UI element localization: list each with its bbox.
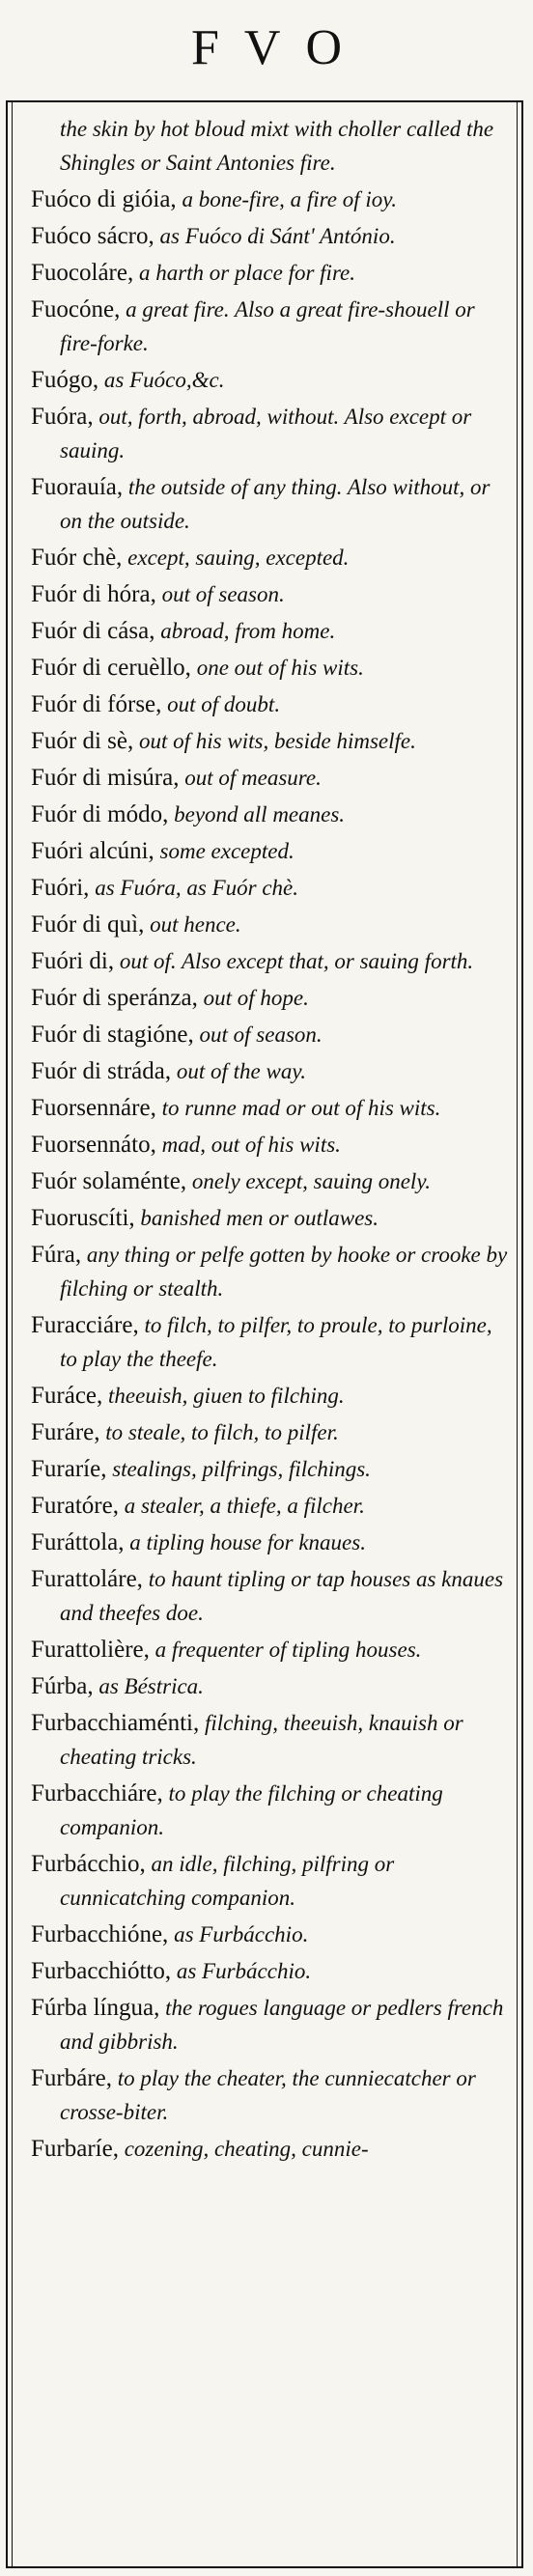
definition: any thing or pelfe gotten by hooke or crooke by filching or stealth. [60, 1243, 508, 1301]
headword: Fuóri alcúni, [31, 838, 154, 864]
headword: Fuorauía, [31, 474, 124, 500]
headword: Fuorsennáto, [31, 1132, 156, 1158]
dictionary-entry [27, 2132, 508, 2166]
definition: to haunt tipling or tap houses as knaues and theefes doe. [60, 1567, 504, 1625]
inner-rule-right [517, 102, 518, 2566]
definition: stealings, pilfrings, filchings. [106, 1457, 371, 1481]
definition: cozening, cheating, cunnie- [118, 2137, 369, 2161]
headword: Fúrba, [31, 1673, 94, 1699]
headword: Fuór di stagióne, [31, 1022, 194, 1048]
definition: the outside of any thing. Also without, or on the outside. [60, 475, 491, 533]
definition: the rogues language or pedlers french and gibbrish. [60, 1996, 504, 2054]
headword: Furbacchióne, [31, 1921, 169, 1947]
dictionary-entry [27, 944, 508, 978]
dictionary-entry [27, 1669, 508, 1703]
headword: Fuóri di, [31, 948, 115, 974]
definition: as Béstrica. [93, 1674, 204, 1698]
definition: out of measure. [179, 766, 322, 790]
definition: an idle, filching, pilfring or cunnicatching companion. [60, 1852, 395, 1910]
headword: Furáce, [31, 1383, 103, 1409]
inner-rule-left [12, 102, 13, 2566]
definition: to steale, to filch, to pilfer. [99, 1420, 339, 1444]
headword: Fúra, [31, 1242, 82, 1268]
definition: to play the filching or cheating companion. [60, 1781, 443, 1839]
definition: to runne mad or out of his wits. [155, 1096, 441, 1120]
headword: Fuocóne, [31, 296, 121, 322]
definition: to play the cheater, the cunniecatcher or crosse-biter. [60, 2066, 476, 2124]
dictionary-entry [27, 1128, 508, 1162]
headword: Furbacchiaménti, [31, 1710, 200, 1736]
definition: as Fuóco di Sánt' António. [154, 224, 396, 248]
definition: out of the way. [171, 1059, 307, 1083]
headword: Fuór di módo, [31, 801, 169, 827]
definition: beyond all meanes. [168, 802, 346, 826]
dictionary-entry [27, 614, 508, 648]
dictionary-entry [27, 256, 508, 290]
dictionary-entry [27, 1633, 508, 1666]
dictionary-entry [27, 363, 508, 397]
page-header [0, 0, 533, 97]
headword: Furattoláre, [31, 1566, 143, 1592]
definition: as Furbácchio. [168, 1922, 309, 1946]
definition: one out of his wits. [190, 656, 364, 680]
definition: out of season. [193, 1022, 323, 1047]
dictionary-entry [27, 1238, 508, 1305]
dictionary-entry [27, 1489, 508, 1523]
headword: Fuór di stráda, [31, 1058, 172, 1084]
definition: out of doubt. [161, 692, 281, 716]
definition: the skin by hot bloud mixt with choller called the Shingles or Saint Antonies fire. [60, 117, 494, 175]
entry-list [27, 112, 508, 2169]
headword: Fuóra, [31, 404, 94, 430]
dictionary-entry [27, 908, 508, 941]
dictionary-entry [27, 798, 508, 831]
definition: theeuish, giuen to filching. [102, 1384, 345, 1408]
definition: to filch, to pilfer, to proule, to purloine, to play the theefe. [60, 1313, 492, 1371]
headword: Fuór solaménte, [31, 1168, 187, 1194]
definition: out of his wits, beside himselfe. [133, 729, 416, 753]
dictionary-entry [27, 1201, 508, 1235]
dictionary-entry [27, 1777, 508, 1844]
headword: Fuór di fórse, [31, 691, 162, 717]
headword: Fuór di sè, [31, 728, 134, 754]
headword: Furbáre, [31, 2065, 112, 2091]
headword: Furbacchiáre, [31, 1780, 163, 1806]
headword: Fuór di hóra, [31, 581, 156, 607]
dictionary-entry [27, 1379, 508, 1413]
headword: Furatóre, [31, 1493, 119, 1519]
dictionary-entry [27, 981, 508, 1015]
definition: a bone-fire, a fire of ioy. [176, 187, 397, 211]
dictionary-entry [27, 182, 508, 216]
definition: as Fuóco,&c. [98, 368, 225, 392]
dictionary-entry [27, 1991, 508, 2058]
headword: Fuór chè, [31, 545, 123, 571]
headword: Fuoruscíti, [31, 1205, 135, 1231]
dictionary-entry [27, 834, 508, 868]
definition: out of. Also except that, or sauing forth. [114, 949, 474, 973]
definition: as Furbácchio. [171, 1959, 312, 1983]
dictionary-entry [27, 1415, 508, 1449]
headword: Fuór di speránza, [31, 985, 198, 1011]
dictionary-entry [27, 112, 508, 180]
dictionary-entry [27, 1706, 508, 1774]
headword: Furáttola, [31, 1529, 125, 1555]
dictionary-entry [27, 541, 508, 574]
dictionary-entry [27, 1091, 508, 1125]
headword: Furbácchio, [31, 1851, 146, 1877]
definition: except, sauing, excepted. [122, 546, 350, 570]
definition: abroad, from home. [154, 619, 336, 643]
definition: filching, theeuish, knauish or cheating tricks. [60, 1711, 463, 1769]
dictionary-entry [27, 1847, 508, 1915]
dictionary-entry [27, 687, 508, 721]
dictionary-entry [27, 1054, 508, 1088]
definition: banished men or outlawes. [134, 1206, 379, 1230]
headword: Furattolière, [31, 1637, 150, 1663]
definition: out of season. [155, 582, 285, 606]
headword: Fuóco sácro, [31, 223, 154, 249]
dictionary-entry [27, 1562, 508, 1630]
dictionary-entry [27, 1526, 508, 1559]
dictionary-entry [27, 1164, 508, 1198]
definition: as Fuóra, as Fuór chè. [89, 876, 299, 900]
definition: a stealer, a thiefe, a filcher. [118, 1494, 365, 1518]
headword: Fuór di ceruèllo, [31, 655, 191, 681]
definition: mad, out of his wits. [155, 1133, 341, 1157]
headword: Fúrba língua, [31, 1995, 160, 2021]
definition: out of hope. [197, 986, 309, 1010]
running-head: FVO [190, 20, 368, 75]
definition: onely except, sauing onely. [186, 1169, 432, 1193]
headword: Fuór di cása, [31, 618, 155, 644]
definition: a tipling house for knaues. [124, 1530, 366, 1554]
headword: Fuór di quì, [31, 911, 145, 938]
dictionary-entry [27, 219, 508, 253]
headword: Fuóco di gióia, [31, 186, 177, 212]
dictionary-entry [27, 1954, 508, 1988]
dictionary-entry [27, 1308, 508, 1376]
headword: Furbacchiótto, [31, 1958, 172, 1984]
dictionary-entry [27, 1918, 508, 1951]
dictionary-entry [27, 293, 508, 360]
definition: out, forth, abroad, without. Also except or sauing. [60, 405, 472, 462]
definition: a frequenter of tipling houses. [149, 1638, 422, 1662]
dictionary-entry [27, 470, 508, 538]
dictionary-entry [27, 871, 508, 905]
dictionary-entry [27, 1018, 508, 1051]
headword: Fuór di misúra, [31, 765, 180, 791]
headword: Fuocoláre, [31, 260, 134, 286]
headword: Furbaríe, [31, 2136, 119, 2162]
definition: a harth or place for fire. [133, 261, 355, 285]
dictionary-entry [27, 577, 508, 611]
headword: Fuorsennáre, [31, 1095, 156, 1121]
dictionary-entry [27, 724, 508, 758]
headword: Fuógo, [31, 367, 99, 393]
definition: some excepted. [154, 839, 295, 863]
dictionary-entry [27, 651, 508, 685]
column-frame [6, 100, 523, 2568]
headword: Fuóri, [31, 875, 90, 901]
definition: a great fire. Also a great fire-shouell or fire-forke. [60, 297, 475, 355]
headword: Furacciáre, [31, 1312, 139, 1338]
dictionary-entry [27, 761, 508, 795]
headword: Furaríe, [31, 1456, 107, 1482]
headword: Furáre, [31, 1419, 100, 1445]
dictionary-entry [27, 2061, 508, 2129]
dictionary-entry [27, 1452, 508, 1486]
dictionary-entry [27, 400, 508, 467]
definition: out hence. [144, 912, 241, 937]
